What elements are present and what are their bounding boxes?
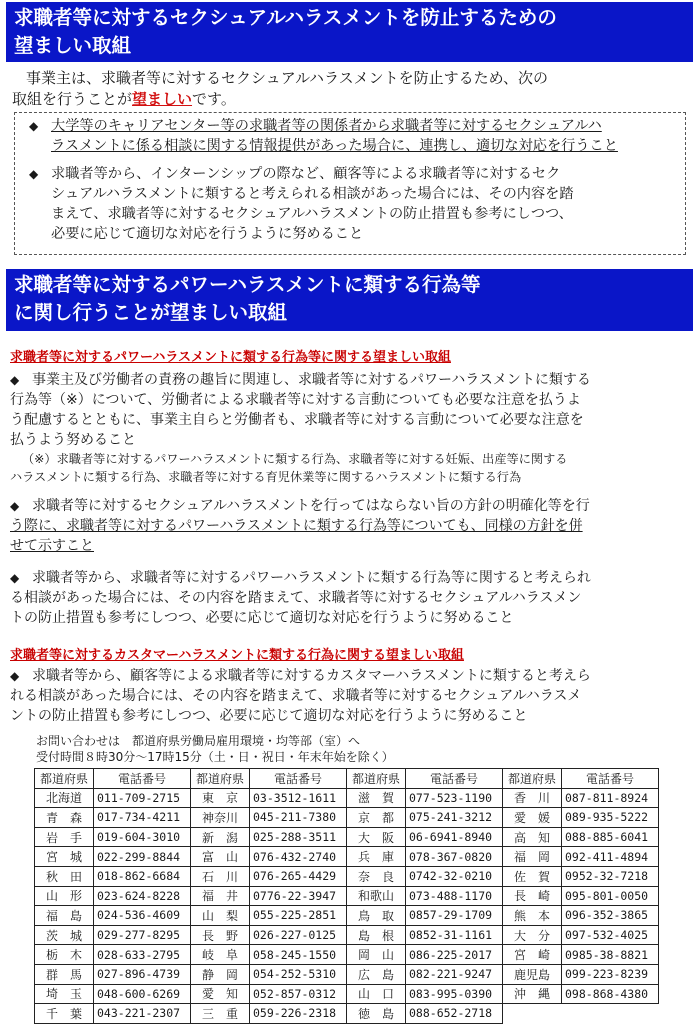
footnote-line: （※）求職者等に対するパワーハラスメントに類する行為、求職者等に対する妊娠、出産等に関する — [22, 452, 568, 466]
prefecture-cell: 長 野 — [191, 925, 250, 945]
prefecture-cell: 栃 木 — [35, 945, 94, 965]
prefecture-cell: 鳥 取 — [347, 906, 406, 926]
table-header-row — [35, 769, 659, 789]
phone-number-cell: 092-411-4894 — [562, 847, 659, 867]
phone-number-cell: 054-252-5310 — [250, 964, 347, 984]
phone-number-cell: 028-633-2795 — [94, 945, 191, 965]
phone-number-cell: 0952-32-7218 — [562, 866, 659, 886]
diamond-bullet-icon: ◆ — [10, 499, 20, 513]
contact-line: お問い合わせは 都道府県労働局雇用環境・均等部（室）へ — [36, 734, 361, 748]
prefecture-cell: 東 京 — [191, 788, 250, 808]
prefecture-cell: 佐 賀 — [503, 866, 562, 886]
prefecture-cell: 長 崎 — [503, 886, 562, 906]
phone-number-cell: 018-862-6684 — [94, 866, 191, 886]
prefecture-cell: 福 岡 — [503, 847, 562, 867]
column-header: 都道府県 — [347, 769, 406, 789]
prefecture-cell: 島 根 — [347, 925, 406, 945]
phone-number-cell: 052-857-0312 — [250, 984, 347, 1004]
phone-number-cell: 096-352-3865 — [562, 906, 659, 926]
column-header: 電話番号 — [406, 769, 503, 789]
phone-number-cell: 076-265-4429 — [250, 866, 347, 886]
phone-number-cell: 0742-32-0210 — [406, 866, 503, 886]
diamond-bullet-icon: ◆ — [10, 571, 20, 585]
sub2-heading: 求職者等に対するカスタマーハラスメントに類する行為に関する望ましい取組 — [10, 648, 464, 663]
prefecture-cell: 岩 手 — [35, 827, 94, 847]
footnote — [10, 450, 695, 486]
phone-number-cell: 059-226-2318 — [250, 1004, 347, 1024]
prefecture-cell: 兵 庫 — [347, 847, 406, 867]
list-item — [27, 164, 679, 244]
bullet-line: ラスメントに係る相談に関する情報提供があった場合に、連携し、適切な対応を行うこと — [51, 138, 618, 154]
prefecture-cell: 愛 知 — [191, 984, 250, 1004]
intro-line: です。 — [192, 90, 236, 108]
phone-directory-table — [34, 768, 659, 1024]
diamond-bullet-icon: ◆ — [10, 669, 20, 683]
phone-number-cell: 045-211-7380 — [250, 808, 347, 828]
diamond-bullet-icon: ◆ — [10, 373, 20, 387]
table-row — [35, 866, 659, 886]
prefecture-cell: 福 島 — [35, 906, 94, 926]
phone-number-cell: 078-367-0820 — [406, 847, 503, 867]
phone-number-cell — [562, 1004, 659, 1024]
footnote-line: ハラスメントに類する行為、求職者等に対する育児休業等に関するハラスメントに類する行為 — [10, 470, 522, 484]
table-row — [35, 964, 659, 984]
section1-title-line: 望ましい取組 — [14, 34, 132, 57]
section2-title-banner — [6, 269, 693, 331]
prefecture-cell: 岐 阜 — [191, 945, 250, 965]
contact-hours: 受付時間８時30分～17時15分（土・日・祝日・年末年始を除く） — [36, 750, 394, 764]
table-row — [35, 847, 659, 867]
section1-title-line: 求職者等に対するセクシュアルハラスメントを防止するための — [14, 6, 557, 29]
prefecture-cell: 熊 本 — [503, 906, 562, 926]
intro-line: 事業主は、求職者等に対するセクシュアルハラスメントを防止するため、次の — [26, 69, 549, 87]
section1-intro — [12, 68, 692, 110]
phone-number-cell: 025-288-3511 — [250, 827, 347, 847]
phone-number-cell: 089-935-5222 — [562, 808, 659, 828]
section1-bullet-box — [14, 112, 686, 255]
prefecture-cell: 鹿児島 — [503, 964, 562, 984]
phone-number-cell: 019-604-3010 — [94, 827, 191, 847]
prefecture-cell: 埼 玉 — [35, 984, 94, 1004]
prefecture-cell: 千 葉 — [35, 1004, 94, 1024]
phone-number-cell: 058-245-1550 — [250, 945, 347, 965]
prefecture-cell: 青 森 — [35, 808, 94, 828]
prefecture-cell: 香 川 — [503, 788, 562, 808]
bullet-line: 求職者等に対するセクシュアルハラスメントを行ってはならない旨の方針の明確化等を行 — [32, 498, 590, 514]
bullet-line: 大学等のキャリアセンター等の求職者等の関係者から求職者等に対するセクシュアルハ — [51, 118, 602, 134]
phone-number-cell: 088-652-2718 — [406, 1004, 503, 1024]
prefecture-cell: 新 潟 — [191, 827, 250, 847]
phone-number-cell: 0852-31-1161 — [406, 925, 503, 945]
bullet-line: まえて、求職者等に対するセクシュアルハラスメントの防止措置も参考にしつつ、 — [51, 206, 573, 222]
intro-line: 取組を行うことが — [12, 90, 133, 108]
prefecture-cell: 愛 媛 — [503, 808, 562, 828]
phone-number-cell: 03-3512-1611 — [250, 788, 347, 808]
list-item — [27, 116, 679, 156]
list-item — [10, 666, 695, 726]
prefecture-cell: 静 岡 — [191, 964, 250, 984]
bullet-line: 事業主及び労働者の責務の趣旨に関連し、求職者等に対するパワーハラスメントに類する — [32, 372, 591, 388]
column-header: 電話番号 — [94, 769, 191, 789]
section2-title-line: 求職者等に対するパワーハラスメントに類する行為等 — [14, 273, 481, 296]
bullet-line: う際に、求職者等に対するパワーハラスメントに類する行為等についても、同様の方針を併 — [10, 518, 583, 534]
prefecture-cell: 大 分 — [503, 925, 562, 945]
table-row — [35, 827, 659, 847]
diamond-bullet-icon: ◆ — [29, 119, 39, 133]
phone-number-cell: 077-523-1190 — [406, 788, 503, 808]
bullet-line: 求職者等から、インターンシップの際など、顧客等による求職者等に対するセク — [51, 166, 561, 182]
prefecture-cell: 神奈川 — [191, 808, 250, 828]
table-row — [35, 788, 659, 808]
table-row — [35, 945, 659, 965]
phone-number-cell: 087-811-8924 — [562, 788, 659, 808]
phone-number-cell: 026-227-0125 — [250, 925, 347, 945]
bullet-line: シュアルハラスメントに類すると考えられる相談があった場合には、その内容を踏 — [51, 186, 574, 202]
phone-number-cell: 011-709-2715 — [94, 788, 191, 808]
list-item — [10, 370, 695, 450]
phone-number-cell: 099-223-8239 — [562, 964, 659, 984]
section2-sub1 — [10, 349, 695, 628]
phone-number-cell: 0857-29-1709 — [406, 906, 503, 926]
column-header: 電話番号 — [250, 769, 347, 789]
bullet-line: 払うよう努めること — [10, 432, 136, 448]
bullet-line: ントの防止措置も参考にしつつ、必要に応じて適切な対応を行うように努めること — [10, 708, 528, 724]
prefecture-cell: 秋 田 — [35, 866, 94, 886]
phone-number-cell: 029-277-8295 — [94, 925, 191, 945]
phone-number-cell: 086-225-2017 — [406, 945, 503, 965]
section2-title-line: に関し行うことが望ましい取組 — [14, 301, 288, 324]
phone-number-cell: 082-221-9247 — [406, 964, 503, 984]
column-header: 都道府県 — [191, 769, 250, 789]
prefecture-cell: 山 梨 — [191, 906, 250, 926]
prefecture-cell: 和歌山 — [347, 886, 406, 906]
phone-number-cell: 06-6941-8940 — [406, 827, 503, 847]
table-row — [35, 925, 659, 945]
prefecture-cell: 大 阪 — [347, 827, 406, 847]
prefecture-cell: 沖 縄 — [503, 984, 562, 1004]
table-row — [35, 984, 659, 1004]
phone-number-cell: 017-734-4211 — [94, 808, 191, 828]
column-header: 都道府県 — [35, 769, 94, 789]
prefecture-cell: 広 島 — [347, 964, 406, 984]
phone-number-cell: 055-225-2851 — [250, 906, 347, 926]
table-row — [35, 808, 659, 828]
prefecture-cell: 宮 城 — [35, 847, 94, 867]
prefecture-cell: 宮 崎 — [503, 945, 562, 965]
list-item — [10, 568, 695, 628]
prefecture-cell: 滋 賀 — [347, 788, 406, 808]
intro-emphasis: 望ましい — [132, 90, 193, 108]
section1-title-banner — [6, 2, 693, 62]
bullet-line: 求職者等から、顧客等による求職者等に対するカスタマーハラスメントに類すると考えら — [32, 668, 591, 684]
phone-number-cell: 095-801-0050 — [562, 886, 659, 906]
phone-number-cell: 073-488-1170 — [406, 886, 503, 906]
phone-number-cell: 048-600-6269 — [94, 984, 191, 1004]
prefecture-cell: 山 口 — [347, 984, 406, 1004]
diamond-bullet-icon: ◆ — [29, 167, 39, 181]
section2-sub2 — [10, 647, 695, 726]
phone-number-cell: 043-221-2307 — [94, 1004, 191, 1024]
bullet-line: 行為等（※）について、労働者による求職者等に対する言動についても必要な注意を払うよ — [10, 392, 581, 408]
bullet-line: 求職者等から、求職者等に対するパワーハラスメントに類する行為等に関すると考えられ — [32, 570, 591, 586]
prefecture-cell: 群 馬 — [35, 964, 94, 984]
prefecture-cell: 山 形 — [35, 886, 94, 906]
bullet-line: う配慮するとともに、事業主自らと労働者も、求職者等に対する言動について必要な注意を — [10, 412, 584, 428]
table-row — [35, 906, 659, 926]
table-row — [35, 886, 659, 906]
prefecture-cell: 富 山 — [191, 847, 250, 867]
prefecture-cell: 京 都 — [347, 808, 406, 828]
prefecture-cell — [503, 1004, 562, 1024]
column-header: 都道府県 — [503, 769, 562, 789]
phone-number-cell: 027-896-4739 — [94, 964, 191, 984]
prefecture-cell: 福 井 — [191, 886, 250, 906]
prefecture-cell: 北海道 — [35, 788, 94, 808]
prefecture-cell: 三 重 — [191, 1004, 250, 1024]
phone-number-cell: 022-299-8844 — [94, 847, 191, 867]
prefecture-cell: 高 知 — [503, 827, 562, 847]
list-item — [10, 496, 695, 556]
table-row — [35, 1004, 659, 1024]
contact-info — [36, 733, 394, 765]
prefecture-cell: 徳 島 — [347, 1004, 406, 1024]
bullet-line: トの防止措置も参考にしつつ、必要に応じて適切な対応を行うように努めること — [10, 610, 514, 626]
prefecture-cell: 奈 良 — [347, 866, 406, 886]
prefecture-cell: 岡 山 — [347, 945, 406, 965]
phone-number-cell: 024-536-4609 — [94, 906, 191, 926]
phone-number-cell: 075-241-3212 — [406, 808, 503, 828]
bullet-line: 必要に応じて適切な対応を行うように努めること — [51, 226, 364, 242]
bullet-line: せて示すこと — [10, 538, 94, 554]
phone-number-cell: 098-868-4380 — [562, 984, 659, 1004]
bullet-line: れる相談があった場合には、その内容を踏まえて、求職者等に対するセクシュアルハラスメ — [10, 688, 582, 704]
phone-number-cell: 097-532-4025 — [562, 925, 659, 945]
sub1-heading: 求職者等に対するパワーハラスメントに類する行為等に関する望ましい取組 — [10, 350, 451, 365]
phone-number-cell: 023-624-8228 — [94, 886, 191, 906]
phone-number-cell: 083-995-0390 — [406, 984, 503, 1004]
prefecture-cell: 石 川 — [191, 866, 250, 886]
phone-number-cell: 076-432-2740 — [250, 847, 347, 867]
bullet-line: る相談があった場合には、その内容を踏まえて、求職者等に対するセクシュアルハラスメン — [10, 590, 582, 606]
phone-number-cell: 0776-22-3947 — [250, 886, 347, 906]
column-header: 電話番号 — [562, 769, 659, 789]
phone-number-cell: 088-885-6041 — [562, 827, 659, 847]
phone-number-cell: 0985-38-8821 — [562, 945, 659, 965]
prefecture-cell: 茨 城 — [35, 925, 94, 945]
